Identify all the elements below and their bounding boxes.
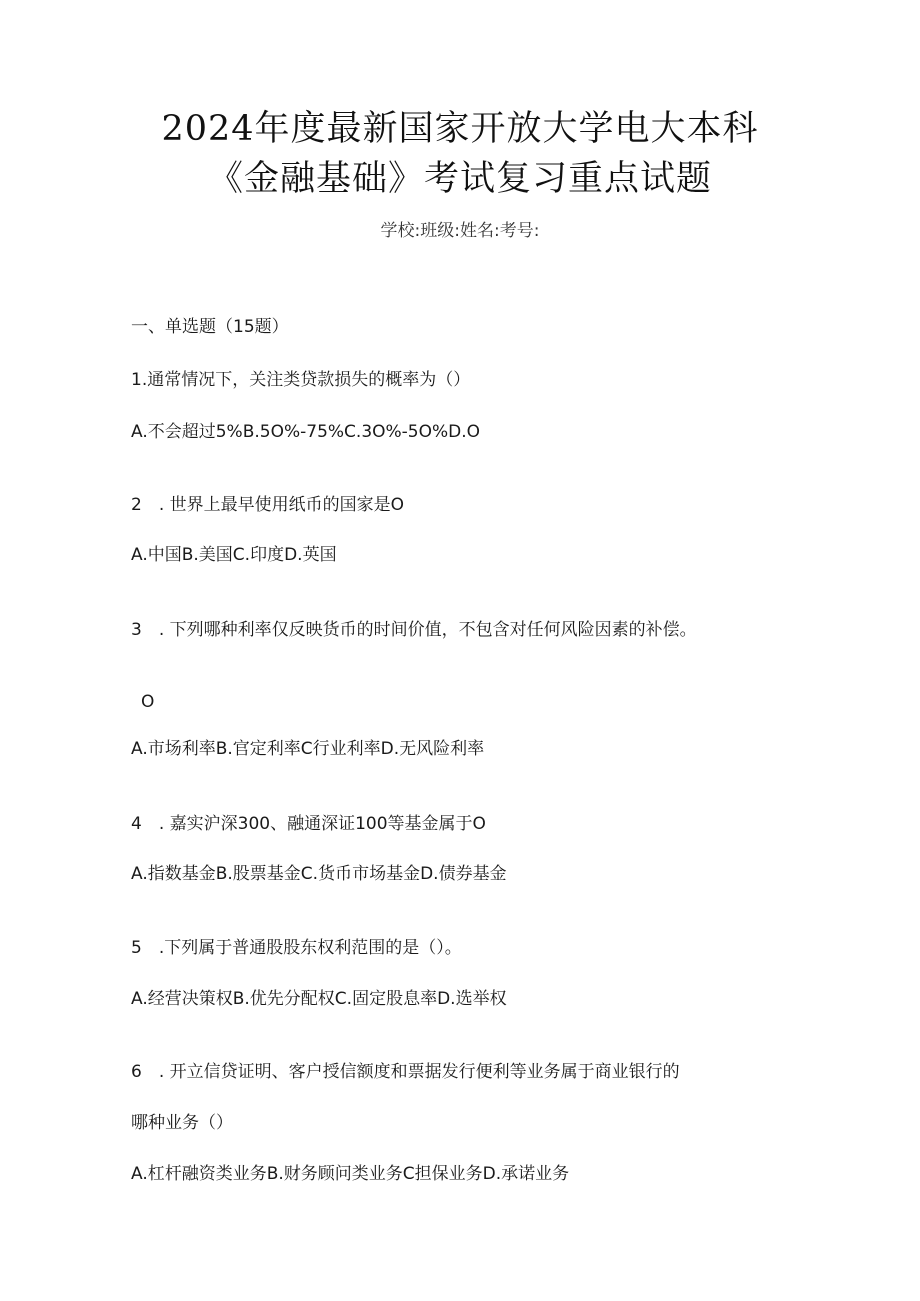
question-3-stem: 3 . 下列哪种利率仅反映货币的时间价值，不包含对任何风险因素的补偿。 — [131, 620, 697, 640]
question-3-options: A.市场利率B.官定利率C行业利率D.无风险利率 — [131, 739, 485, 759]
question-1-stem: 1.通常情况下，关注类贷款损失的概率为（） — [131, 370, 471, 390]
document-title: 2024年度最新国家开放大学电大本科《金融基础》考试复习重点试题 — [161, 109, 759, 199]
question-3-extra: O — [141, 692, 155, 712]
question-5-stem: 5 .下列属于普通股股东权利范围的是（）。 — [131, 938, 462, 958]
question-4-options: A.指数基金B.股票基金C.货币市场基金D.债券基金 — [131, 864, 507, 884]
section-heading: 一、单选题（15题） — [131, 317, 289, 337]
question-2-options: A.中国B.美国C.印度D.英国 — [131, 545, 337, 565]
question-6-options: A.杠杆融资类业务B.财务顾问类业务C担保业务D.承诺业务 — [131, 1164, 570, 1184]
question-6-stem-continuation: 哪种业务（） — [131, 1113, 233, 1133]
question-6-stem: 6 . 开立信贷证明、客户授信额度和票据发行便利等业务属于商业银行的 — [131, 1062, 680, 1082]
question-5-options: A.经营决策权B.优先分配权C.固定股息率D.选举权 — [131, 989, 507, 1009]
question-4-stem: 4 . 嘉实沪深300、融通深证100等基金属于O — [131, 814, 486, 834]
student-info-line: 学校:班级:姓名:考号: — [380, 221, 540, 241]
question-2-stem: 2 . 世界上最早使用纸币的国家是O — [131, 495, 405, 515]
question-1-options: A.不会超过5%B.5O%-75%C.3O%-5O%D.O — [131, 422, 481, 442]
